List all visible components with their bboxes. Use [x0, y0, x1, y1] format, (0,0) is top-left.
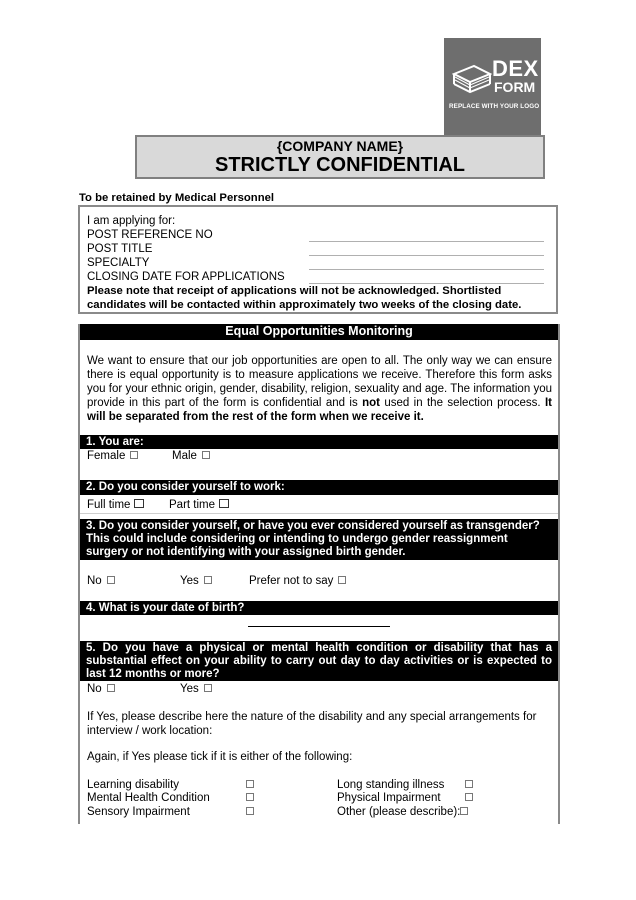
disability-physical [337, 791, 441, 805]
equal-opportunities-section [78, 324, 560, 824]
section-header [80, 324, 558, 340]
checkbox-physical[interactable] [460, 791, 473, 805]
option-no-label: No [87, 683, 102, 695]
tick-following-text: Again, if Yes please tick if it is either of the following: [87, 751, 353, 763]
question-2-header [80, 480, 558, 495]
specialty-label: SPECIALTY [87, 257, 150, 269]
option-disability-yes[interactable] [180, 682, 212, 696]
disability-long-standing [337, 778, 444, 792]
option-part-time[interactable] [169, 498, 229, 512]
page-title: STRICTLY CONFIDENTIAL [214, 154, 465, 176]
checkbox-icon[interactable] [246, 793, 254, 801]
option-full-time[interactable] [87, 498, 144, 512]
option-female[interactable] [87, 449, 138, 463]
option-full-time-label: Full time [87, 499, 131, 511]
checkbox-icon[interactable] [107, 576, 115, 584]
date-of-birth-field[interactable] [248, 626, 390, 627]
intro-bold-not: not [362, 397, 380, 409]
checkbox-icon[interactable] [107, 684, 115, 692]
checkbox-icon[interactable] [202, 451, 210, 459]
checkbox-icon[interactable] [204, 576, 212, 584]
question-2-title: 2. Do you consider yourself to work: [86, 481, 285, 493]
section-title: Equal Opportunities Monitoring [225, 324, 413, 338]
company-name: {COMPANY NAME} [276, 138, 404, 154]
option-female-label: Female [87, 450, 126, 462]
question-5-title: 5. Do you have a physical or mental health condition or disability that has a substantial effect on your ability to carry out day to day activities or is expected to last 12 months or more? [86, 642, 552, 680]
checkbox-icon[interactable] [246, 780, 254, 788]
intro-bold-end: It will be separated from the rest of the form when we receive it. [87, 397, 552, 423]
checkbox-icon[interactable] [134, 499, 144, 508]
closing-date-label: CLOSING DATE FOR APPLICATIONS [87, 271, 285, 283]
checkbox-icon[interactable] [460, 807, 468, 815]
company-logo [444, 38, 541, 135]
disability-physical-label: Physical Impairment [337, 792, 441, 804]
option-transgender-yes[interactable] [180, 574, 212, 588]
checkbox-sensory[interactable] [241, 805, 254, 819]
question-4-title: 4. What is your date of birth? [86, 602, 245, 614]
checkbox-icon[interactable] [465, 793, 473, 801]
logo-brand-form: FORM [494, 79, 536, 95]
intro-text-1: We want to ensure that our job opportunities are open to all. The only way we can ensure there is equal opportunity is to measure applications we receive. Therefore this form asks you for your ethnic origin, gender, disability, religion, sexuality and age. The information you provide in this part of the form is confidential and is [87, 355, 552, 409]
option-yes-label: Yes [180, 683, 199, 695]
disability-mental-health-label: Mental Health Condition [87, 792, 210, 804]
question-4-header [80, 601, 558, 615]
checkbox-icon[interactable] [219, 499, 229, 508]
option-male-label: Male [172, 450, 197, 462]
specialty-field[interactable] [309, 269, 544, 270]
question-3-title: 3. Do you consider yourself, or have you ever considered yourself as transgender? This could include considering or intending to undergo gender reassignment surgery or not identifying with your assigned birth gender. [86, 520, 540, 558]
option-transgender-no[interactable] [87, 574, 115, 588]
logo-brand-dex: DEX [492, 56, 539, 81]
option-part-time-label: Part time [169, 499, 216, 511]
disability-learning-label: Learning disability [87, 779, 180, 791]
disability-describe-text: If Yes, please describe here the nature of the disability and any special arrangements for interview / work location: [87, 711, 537, 737]
disability-sensory [87, 805, 190, 819]
post-reference-label: POST REFERENCE NO [87, 229, 213, 241]
disability-long-standing-label: Long standing illness [337, 779, 445, 791]
option-disability-no[interactable] [87, 682, 115, 696]
disability-other-label: Other (please describe): [337, 806, 461, 818]
checkbox-icon[interactable] [246, 807, 254, 815]
acknowledgement-note: Please note that receipt of applications will not be acknowledged. Shortlisted candidates will be contacted within approximately two weeks of the closing date. [87, 285, 522, 311]
intro-paragraph [87, 354, 552, 424]
checkbox-icon[interactable] [130, 451, 138, 459]
question-1-header [80, 435, 558, 449]
disability-mental-health [87, 791, 210, 805]
checkbox-long-standing[interactable] [460, 778, 473, 792]
post-title-field[interactable] [309, 255, 544, 256]
divider [80, 513, 558, 514]
checkbox-icon[interactable] [465, 780, 473, 788]
stacked-paper-icon [452, 62, 492, 96]
disability-sensory-label: Sensory Impairment [87, 806, 190, 818]
checkbox-icon[interactable] [204, 684, 212, 692]
logo-tagline: REPLACE WITH YOUR LOGO [449, 103, 540, 110]
option-prefer-not-to-say[interactable] [249, 574, 346, 588]
option-prefer-not-label: Prefer not to say [249, 575, 334, 587]
option-yes-label: Yes [180, 575, 199, 587]
application-box [78, 205, 558, 314]
post-reference-field[interactable] [309, 241, 544, 242]
disability-learning [87, 778, 179, 792]
checkbox-icon[interactable] [338, 576, 346, 584]
intro-text-2: used in the selection process. [379, 397, 545, 409]
post-title-label: POST TITLE [87, 243, 153, 255]
title-box [135, 135, 545, 179]
checkbox-learning[interactable] [241, 778, 254, 792]
question-5-header [80, 641, 558, 681]
applying-for-label: I am applying for: [87, 215, 176, 227]
option-no-label: No [87, 575, 102, 587]
option-male[interactable] [172, 449, 210, 463]
checkbox-mental-health[interactable] [241, 791, 254, 805]
retained-label: To be retained by Medical Personnel [79, 192, 275, 204]
question-1-title: 1. You are: [86, 436, 144, 448]
disability-other [337, 805, 460, 819]
checkbox-other[interactable] [455, 805, 468, 819]
question-3-header [80, 519, 558, 560]
